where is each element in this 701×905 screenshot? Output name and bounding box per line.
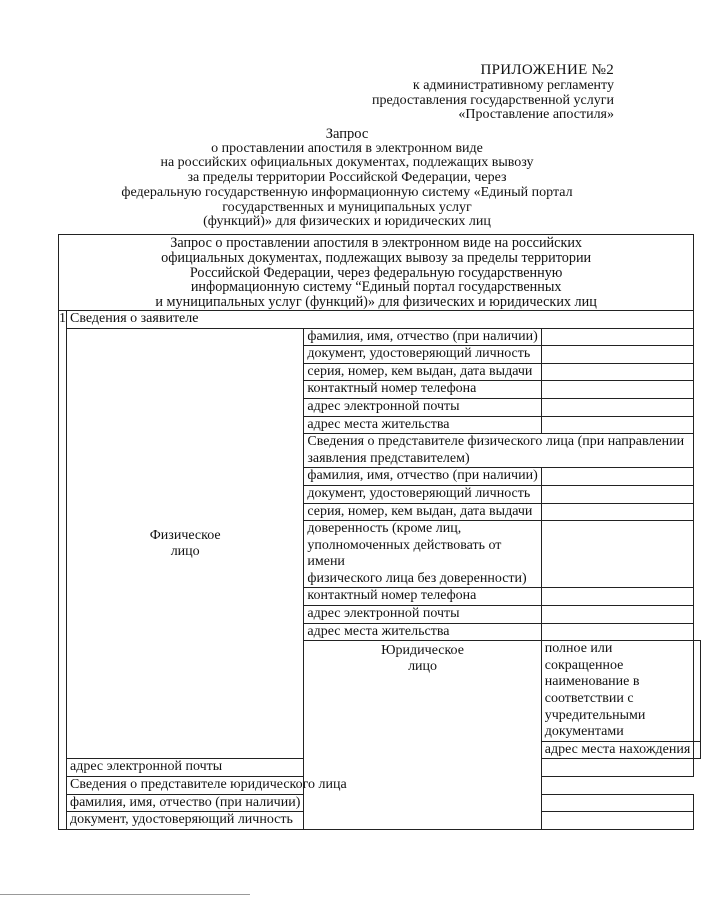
header-line: официальных документах, подлежащих вывозу за пределы территории — [161, 249, 592, 266]
field-label: серия, номер, кем выдан, дата выдачи — [304, 363, 541, 381]
legal-representative-heading: Сведения о представителе юридического лица — [67, 777, 542, 795]
field-value[interactable] — [541, 606, 694, 624]
section-row — [59, 310, 701, 328]
header-line: и муниципальных услуг (функций)» для физических и юридических лиц — [155, 294, 597, 311]
field-value[interactable] — [541, 328, 694, 346]
section-label: Сведения о заявителе — [67, 310, 694, 328]
field-label: документ, удостоверяющий личность — [304, 485, 541, 503]
row-number: 1 — [59, 310, 67, 829]
field-label: адрес электронной почты — [304, 398, 541, 416]
field-value[interactable] — [541, 503, 694, 521]
table-header-row — [59, 235, 701, 311]
field-label: контактный номер телефона — [304, 381, 541, 399]
field-label: контактный номер телефона — [304, 588, 541, 606]
field-label: адрес электронной почты — [67, 759, 304, 777]
field-value[interactable] — [541, 363, 694, 381]
field-label: документ, удостоверяющий личность — [304, 346, 541, 364]
field-label: серия, номер, кем выдан, дата выдачи — [304, 503, 541, 521]
field-value[interactable] — [694, 641, 701, 742]
field-label: адрес места жительства — [304, 416, 541, 434]
field-label: адрес места жительства — [304, 623, 541, 641]
field-label: документ, удостоверяющий личность — [67, 812, 304, 830]
field-value[interactable] — [541, 812, 694, 830]
field-value[interactable] — [541, 623, 694, 641]
field-value[interactable] — [694, 741, 701, 759]
field-label: фамилия, имя, отчество (при наличии) — [67, 794, 304, 812]
header-line: Российской Федерации, через федеральную государственную — [189, 264, 563, 281]
title-line: государственных и муниципальных услуг — [222, 199, 472, 215]
table-row — [59, 328, 701, 346]
field-value[interactable] — [541, 485, 694, 503]
title-line: о проставлении апостиля в электронном виде — [211, 140, 483, 156]
individual-category: Физическое лицо — [67, 328, 304, 759]
title-line: на российских официальных документах, подлежащих вывозу — [160, 155, 534, 171]
legal-category: Юридическое лицо — [304, 641, 541, 830]
field-label: адрес места нахождения — [541, 741, 694, 759]
field-label: адрес электронной почты — [304, 606, 541, 624]
title-line: за пределы территории Российской Федерации, через — [187, 170, 507, 186]
appendix-block — [372, 62, 614, 123]
header-line: информационную систему “Единый портал государственных — [190, 279, 562, 296]
table-header-cell — [59, 235, 694, 311]
header-line: Запрос о проставлении апостиля в электронном виде на российских — [170, 235, 583, 251]
table-row — [59, 777, 701, 795]
field-value[interactable] — [541, 398, 694, 416]
field-value[interactable] — [541, 468, 694, 486]
representative-heading: Сведения о представителе физического лица (при направлении заявления представителем) — [304, 434, 694, 468]
appendix-heading: ПРИЛОЖЕНИЕ №2 — [480, 62, 614, 78]
field-value[interactable] — [541, 521, 694, 588]
field-value[interactable] — [541, 759, 694, 777]
title-line: федеральную государственную информационную систему «Единый портал — [121, 184, 573, 200]
field-label: фамилия, имя, отчество (при наличии) — [304, 328, 541, 346]
entity-name-label: полное или сокращенное наименование в соответствии с учредительными документами — [541, 641, 694, 742]
field-value[interactable] — [541, 346, 694, 364]
field-value[interactable] — [541, 381, 694, 399]
request-form-table — [58, 234, 701, 830]
appendix-line: к административному регламенту — [412, 78, 614, 93]
power-of-attorney-label: доверенность (кроме лиц, уполномоченных действовать от имени физического лица без доверенности) — [304, 521, 541, 588]
document-title — [60, 127, 634, 230]
field-value[interactable] — [541, 588, 694, 606]
field-value[interactable] — [541, 416, 694, 434]
appendix-line: «Проставление апостиля» — [458, 107, 614, 122]
footer-rule — [0, 894, 250, 895]
title-line: (функций)» для физических и юридических лиц — [203, 214, 491, 230]
field-label: фамилия, имя, отчество (при наличии) — [304, 468, 541, 486]
field-value[interactable] — [541, 794, 694, 812]
title-word: Запрос — [325, 126, 369, 142]
appendix-line: предоставления государственной услуги — [372, 92, 614, 108]
